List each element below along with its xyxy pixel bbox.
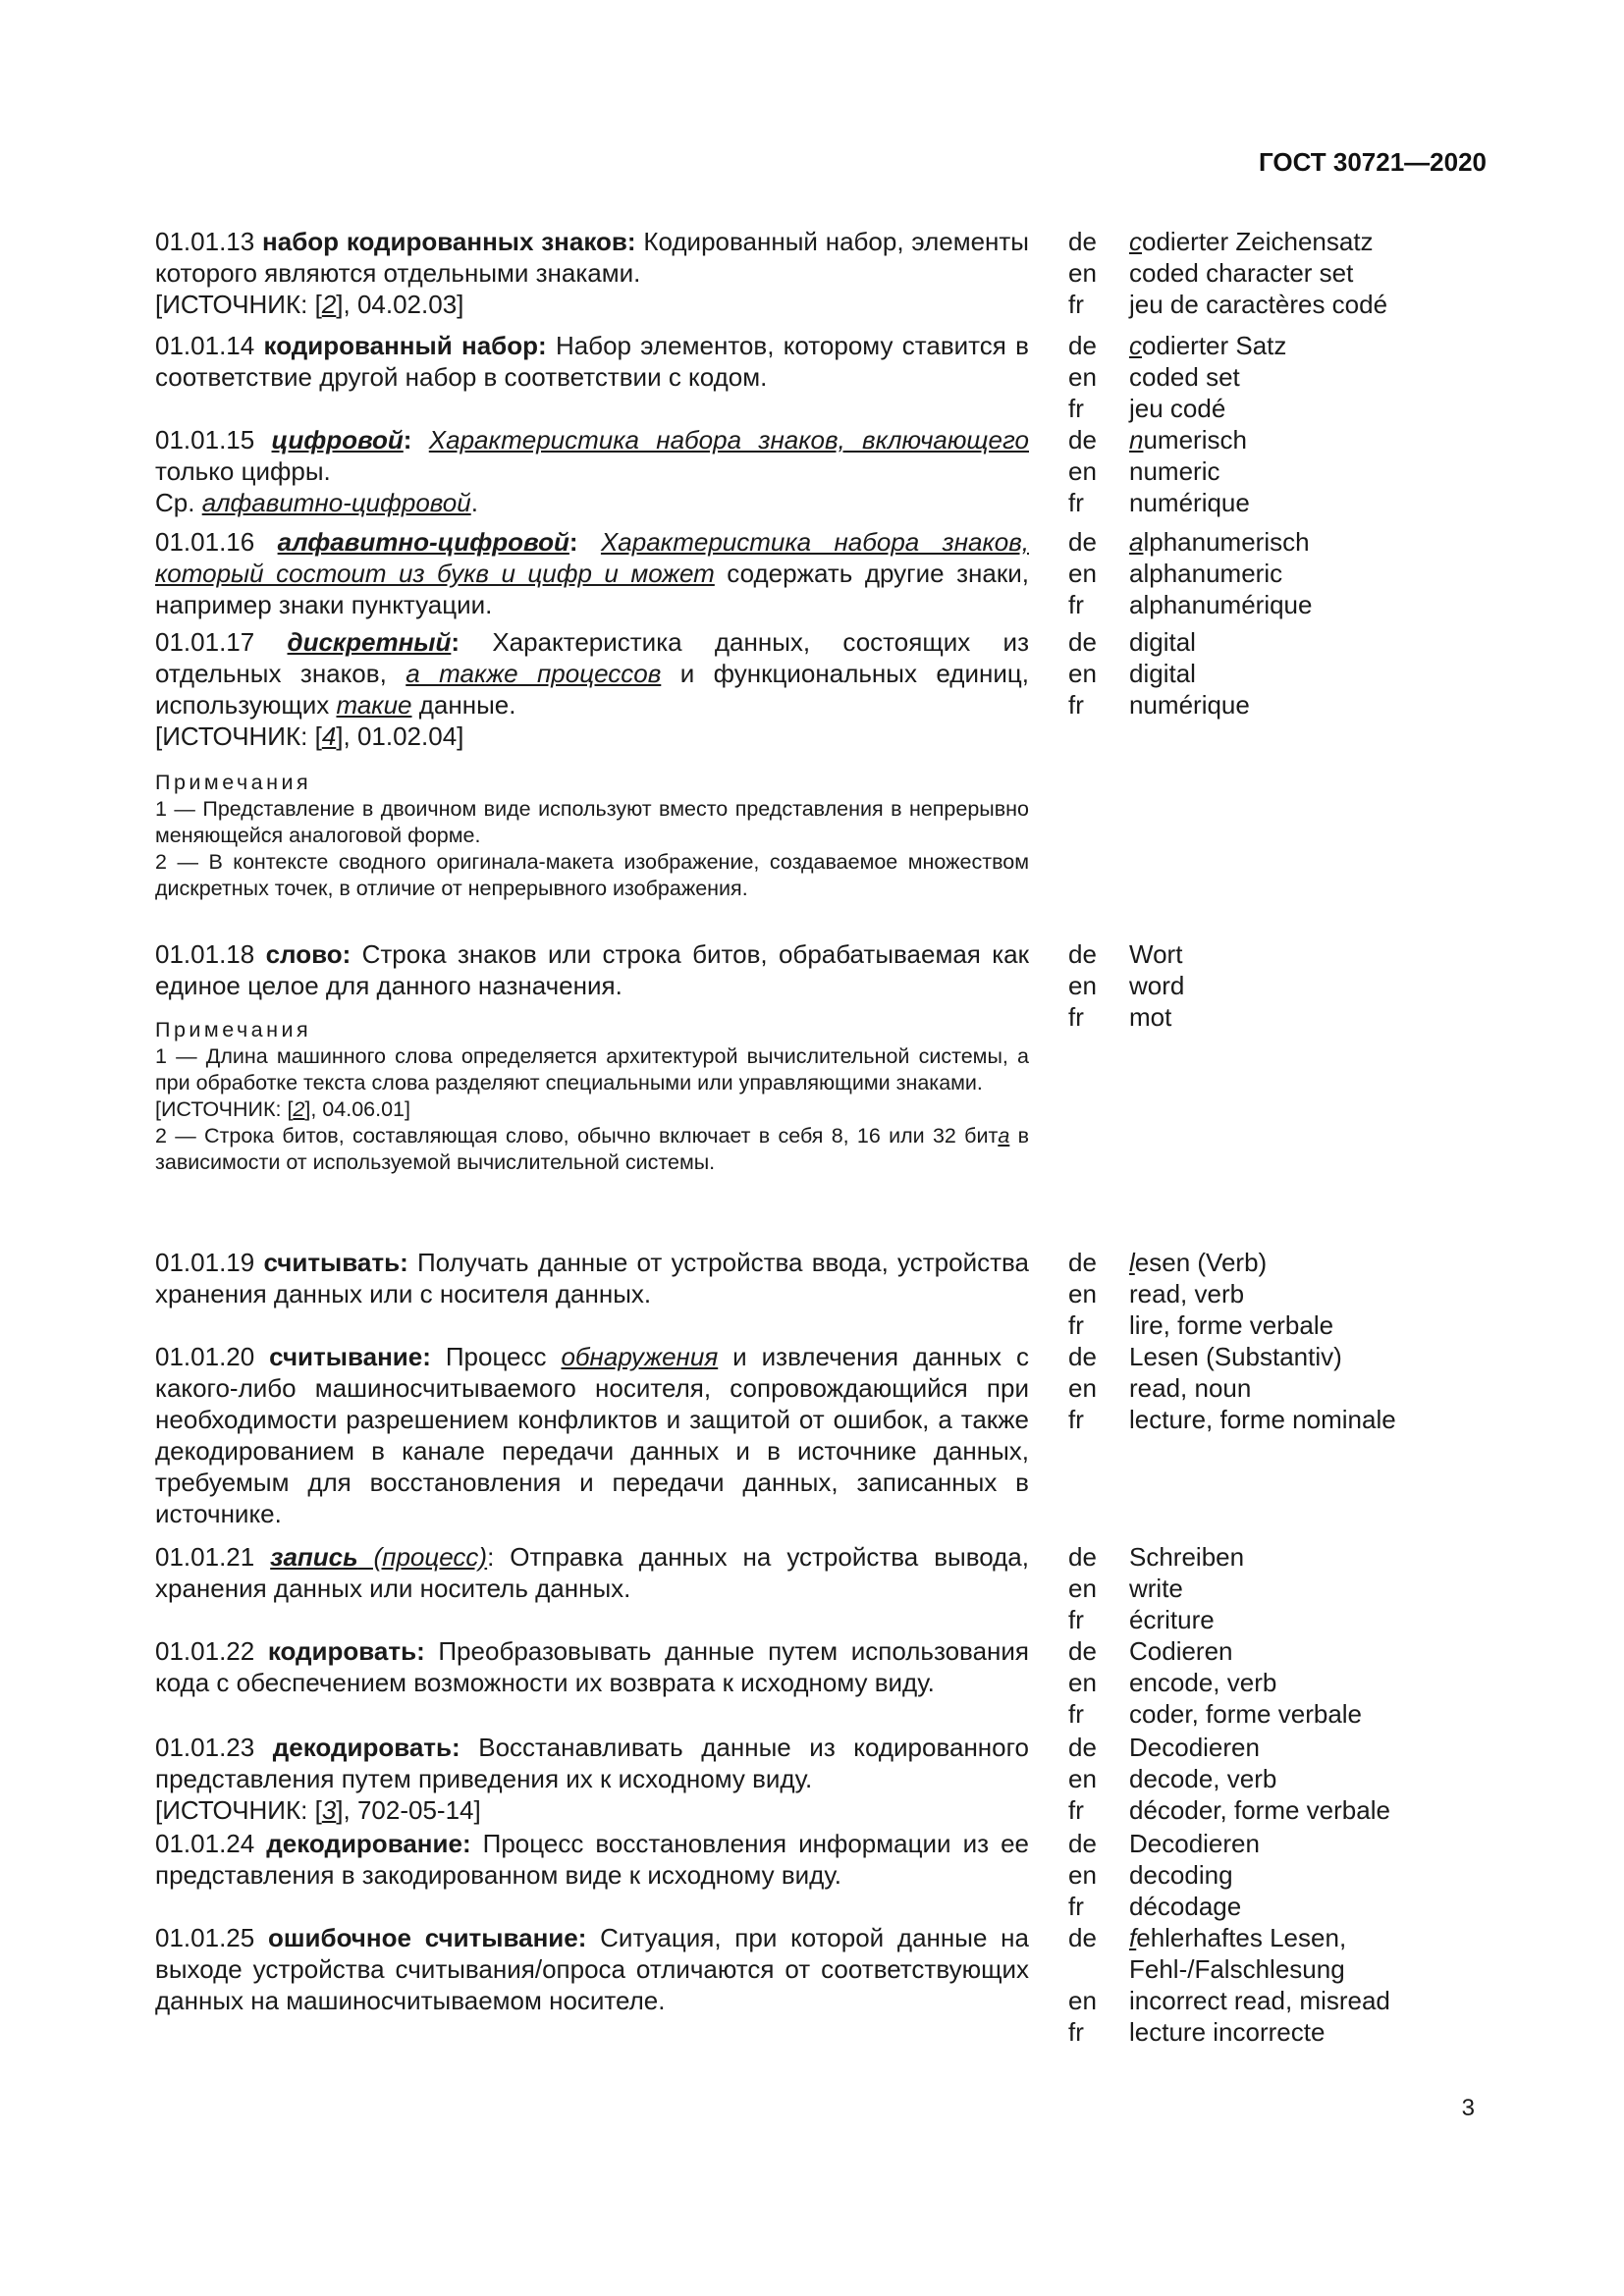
cross-reference-link[interactable]: алфавитно-цифровой [201,488,471,517]
definition-underlined: такие [336,690,412,720]
term-number: 01.01.23 [155,1733,255,1762]
term-equivalents [1068,626,1250,721]
term-name: цифровой [271,425,404,454]
equivalent-row: fr alphanumérique [1068,590,1313,619]
definition-text: Набор элементов, которому ставится в соответствие другой набор в соответствии с кодом. [155,331,1029,392]
term-equivalents [1068,1732,1390,1826]
term-name: дискретный [287,627,452,657]
note-item: 1 — Длина машинного слова определяется архитектурой вычислительной системы, а при обработке текста слова разделяют специальными или управляющими знаками. [155,1044,1029,1095]
equivalent-row: en incorrect read, misread [1068,1986,1390,2015]
equivalent-row: fr décoder, forme verbale [1068,1795,1390,1825]
language-code: en [1068,258,1097,288]
term-definition [155,1247,1029,1309]
term-equivalents [1068,1541,1244,1635]
equivalent-row: en alphanumeric [1068,559,1283,588]
language-code: de [1068,227,1097,256]
term-number: 01.01.24 [155,1829,255,1858]
term-name: считывание: [269,1342,431,1371]
note-item: 1 — Представление в двоичном виде используют вместо представления в непрерывно меняющейся аналоговой форме. [155,797,1029,847]
term-equivalents [1068,938,1184,1033]
definition-text: Кодированный набор, элементы которого являются отдельными знаками. [155,227,1029,288]
term-equivalents [1068,1635,1362,1730]
equivalent-row: en numeric [1068,456,1220,486]
term-name: декодирование: [266,1829,471,1858]
term-name: декодировать: [272,1733,460,1762]
term-number: 01.01.13 [155,227,255,256]
definition-text: Восстанавливать данные из кодированного представления путем приведения их к исходному виду. [155,1733,1029,1793]
term-name: кодировать: [267,1636,425,1666]
term-number: 01.01.19 [155,1248,255,1277]
notes-block [155,1017,1029,1176]
equivalent-row: de numerisch [1068,425,1247,454]
equivalent-row: de codierter Satz [1068,331,1287,360]
equivalent-row: en coded character set [1068,258,1354,288]
term-definition [155,1635,1029,1698]
reference-link[interactable]: 3 [321,1795,337,1825]
term-equivalents [1068,1341,1396,1435]
term-number: 01.01.17 [155,627,255,657]
note-item: 2 — В контексте сводного оригинала-макета изображение, создаваемое множеством дискретных точек, в отличие от непрерывного изображения. [155,850,1029,900]
equivalent-row: en decode, verb [1068,1764,1277,1793]
term-equivalents [1068,330,1286,424]
term-number: 01.01.21 [155,1542,255,1572]
equivalent-row: en read, verb [1068,1279,1245,1308]
definition-underlined: Характеристика набора знаков, который состоит из букв и цифр и может [155,527,1029,588]
equivalent-row: en decoding [1068,1860,1233,1890]
equivalent-row: fr mot [1068,1002,1172,1032]
term-definition [155,330,1029,393]
notes-title: Примечания [155,771,312,794]
term-name: запись [270,1542,358,1572]
term-name: кодированный набор: [263,331,547,360]
notes-block [155,770,1029,902]
term-equivalents [1068,1922,1390,2048]
definition-underlined: Характеристика набора знаков, включающего [428,425,1029,454]
term-equivalents [1068,1828,1260,1922]
term-equivalents [1068,226,1387,320]
term-number: 01.01.20 [155,1342,255,1371]
reference-link[interactable]: 4 [321,721,337,751]
equivalent-row: en word [1068,971,1185,1000]
cross-reference: Ср. алфавитно-цифровой. [155,488,478,517]
equivalent-row: de Lesen (Substantiv) [1068,1342,1342,1371]
note-item: 2 — Строка битов, составляющая слово, обычно включает в себя 8, 16 или 32 бита в зависимости от используемой вычислительной системы. [155,1124,1029,1174]
equivalent-row: en read, noun [1068,1373,1252,1403]
term-definition [155,1828,1029,1891]
definition-text: : Отправка данных на устройства вывода, хранения данных или носитель данных. [155,1542,1029,1603]
term-definition [155,226,1029,320]
equivalent-row: fr jeu de caractères codé [1068,290,1388,319]
term-definition: 01.01.20 считывание: Процесс обнаружения и извлечения данных с какого-либо машиносчитываемого носителя, сопровождающийся при необходимости разрешением конфликтов и защитой от ошибок, а также декодированием в канале передачи данных и в источнике данных, требуемым для восстановления и передачи данных, записанных в источнике. [155,1342,1029,1528]
definition-text: Строка знаков или строка битов, обрабатываемая как единое целое для данного назначения. [155,939,1029,1000]
source-ref: [ИСТОЧНИК: [3], 702-05-14] [155,1795,481,1825]
equivalent-row: fr décodage [1068,1892,1242,1921]
equivalent-row: de codierter Zeichensatz [1068,227,1374,256]
term-name: считывать: [263,1248,408,1277]
equivalent-row: en write [1068,1574,1183,1603]
term-definition [155,938,1029,1001]
term-definition: 01.01.17 дискретный: Характеристика данных, состоящих из отдельных знаков, а также процессов и функциональных единиц, использующих такие данные. [ИСТОЧНИК: [4], 01.02.04] [155,627,1029,751]
definition-text: Ситуация, при которой данные на выходе устройства считывания/опроса отличаются от соответствующих данных на машиносчитываемом носителе. [155,1923,1029,2015]
equivalent-row: de Decodieren [1068,1829,1260,1858]
equivalent-row: fr numérique [1068,488,1250,517]
page-number: 3 [1461,2095,1475,2121]
equivalent-row: fr lecture incorrecte [1068,2017,1326,2047]
equivalent-row: fr coder, forme verbale [1068,1699,1363,1729]
equivalent-row: de Decodieren [1068,1733,1260,1762]
reference-link[interactable]: 2 [321,290,337,319]
term-number: 01.01.15 [155,425,255,454]
term-name: набор кодированных знаков: [262,227,636,256]
term-name: алфавитно-цифровой [277,527,569,557]
term-definition: 01.01.21 запись (процесс): Отправка данных на устройства вывода, хранения данных или носитель данных. [155,1542,1029,1603]
term-definition [155,1732,1029,1826]
definition-underlined: а также процессов [406,659,662,688]
reference-link[interactable]: 2 [293,1097,305,1121]
equivalent-row: fr jeu codé [1068,394,1226,423]
term-number: 01.01.18 [155,939,255,969]
term-equivalents [1068,526,1312,620]
definition-text: содержать другие знаки, например знаки пунктуации. [155,559,1029,619]
term-definition: 01.01.15 цифровой: Характеристика набора знаков, включающего только цифры. Ср. алфавитно-цифровой. [155,425,1029,517]
definition-text: только цифры. [155,456,331,486]
equivalent-row: de alphanumerisch [1068,527,1310,557]
equivalent-row: en digital [1068,659,1196,688]
term-definition [155,1922,1029,2016]
equivalent-row: Fehl-/Falschlesung [1129,1954,1345,1984]
equivalent-row: de Schreiben [1068,1542,1245,1572]
source-ref: [ИСТОЧНИК: [2], 04.02.03] [155,290,464,319]
definition-text: Получать данные от устройства ввода, устройства хранения данных или с носителя данных. [155,1248,1029,1308]
term-number: 01.01.22 [155,1636,255,1666]
equivalent-row: de lesen (Verb) [1068,1248,1268,1277]
term-number: 01.01.25 [155,1923,255,1952]
term-definition: 01.01.16 алфавитно-цифровой: Характеристика набора знаков, который состоит из букв и цифр и может содержать другие знаки, например знаки пунктуации. [155,527,1029,619]
equivalent-row: de fehlerhaftes Lesen, [1068,1923,1347,1952]
definition-text: Процесс восстановления информации из ее представления в закодированном виде к исходному виду. [155,1829,1029,1890]
equivalent-row: en encode, verb [1068,1668,1277,1697]
term-number: 01.01.14 [155,331,255,360]
document-id: ГОСТ 30721—2020 [1259,147,1487,177]
definition-text: Преобразовывать данные путем использования кода с обеспечением возможности их возврата к исходному виду. [155,1636,1029,1697]
term-name: слово: [265,939,352,969]
source-ref: [ИСТОЧНИК: [4], 01.02.04] [155,721,464,751]
term-name: ошибочное считывание: [267,1923,587,1952]
equivalent-row: de Codieren [1068,1636,1233,1666]
definition-underlined: обнаружения [561,1342,719,1371]
term-equivalents [1068,424,1250,518]
equivalent-row: de Wort [1068,939,1183,969]
equivalent-row: fr lire, forme verbale [1068,1310,1334,1340]
equivalent-row: en coded set [1068,362,1240,392]
notes-title: Примечания [155,1018,312,1041]
equivalent-row: fr numérique [1068,690,1250,720]
equivalent-row: fr lecture, forme nominale [1068,1405,1396,1434]
term-equivalents [1068,1247,1333,1341]
source-ref: [ИСТОЧНИК: [2], 04.06.01] [155,1097,410,1121]
language-code: fr [1068,290,1084,319]
term-number: 01.01.16 [155,527,255,557]
equivalent-row: fr écriture [1068,1605,1215,1634]
equivalent-row: de digital [1068,627,1196,657]
